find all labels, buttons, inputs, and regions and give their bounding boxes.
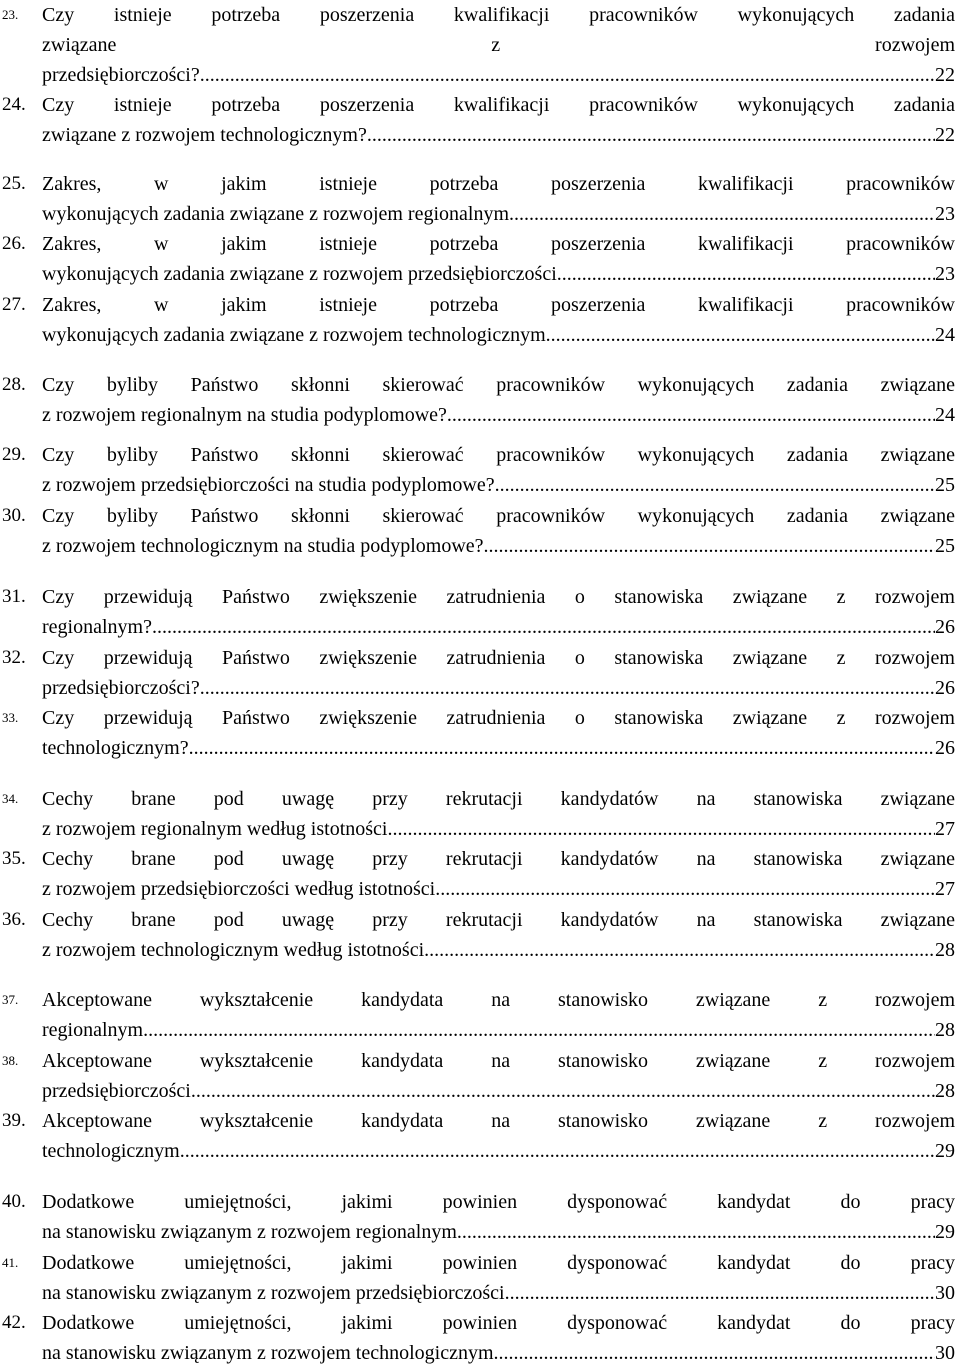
toc-page-number[interactable]: 26 bbox=[935, 677, 955, 699]
toc-entry-line: Czy byliby Państwo skłonni skierować pracowników wykonujących zadania związane bbox=[42, 505, 955, 527]
toc-page-number[interactable]: 25 bbox=[935, 535, 955, 557]
toc-entry-title bbox=[42, 1308, 955, 1368]
toc-entry-number: 25. bbox=[2, 173, 26, 194]
toc-entry-number: 41. bbox=[2, 1255, 19, 1270]
toc-entry-number: 29. bbox=[2, 444, 26, 465]
dot-leader bbox=[180, 1136, 935, 1166]
toc-entry-text: z rozwojem technologicznym według istotności bbox=[42, 939, 425, 961]
toc-entry-number: 33. bbox=[2, 710, 19, 725]
toc-entry-line: Zakres, w jakim istnieje potrzeba poszerzenia kwalifikacji pracowników bbox=[42, 294, 955, 316]
toc-entry-number: 38. bbox=[2, 1053, 19, 1068]
toc-entry-line: Cechy brane pod uwagę przy rekrutacji kandydatów na stanowiska związane bbox=[42, 788, 955, 810]
toc-page-number[interactable]: 24 bbox=[935, 324, 955, 346]
toc-entry-line: Cechy brane pod uwagę przy rekrutacji kandydatów na stanowiska związane bbox=[42, 909, 955, 931]
toc-page-number[interactable]: 30 bbox=[935, 1342, 955, 1364]
dot-leader bbox=[191, 1076, 935, 1106]
toc-entry-title bbox=[42, 90, 955, 150]
toc-entry-line: Zakres, w jakim istnieje potrzeba poszerzenia kwalifikacji pracowników bbox=[42, 173, 955, 195]
toc-entry-number: 34. bbox=[2, 791, 19, 806]
toc-entry-line: Akceptowane wykształcenie kandydata na stanowisko związane z rozwojem bbox=[42, 1110, 955, 1132]
toc-entry-last-line bbox=[42, 612, 955, 642]
dot-leader bbox=[505, 1278, 935, 1308]
toc-entry-text: przedsiębiorczości bbox=[42, 1080, 191, 1102]
toc-page-number[interactable]: 23 bbox=[935, 203, 955, 225]
toc-entry-title bbox=[42, 1187, 955, 1247]
toc-entry-number: 37. bbox=[2, 992, 19, 1007]
toc-entry-title bbox=[42, 985, 955, 1045]
dot-leader bbox=[495, 470, 935, 500]
toc-page-number[interactable]: 22 bbox=[935, 124, 955, 146]
toc-entry-last-line bbox=[42, 199, 955, 229]
toc-entry-number: 23. bbox=[2, 7, 19, 22]
toc-entry-line: Akceptowane wykształcenie kandydata na stanowisko związane z rozwojem bbox=[42, 989, 955, 1011]
toc-entry-text: technologicznym? bbox=[42, 737, 189, 759]
dot-leader bbox=[424, 935, 935, 965]
toc-entry-last-line bbox=[42, 1278, 955, 1308]
toc-entry-title bbox=[42, 905, 955, 965]
toc-entry-line: Akceptowane wykształcenie kandydata na stanowisko związane z rozwojem bbox=[42, 1050, 955, 1072]
toc-entry-number: 42. bbox=[2, 1312, 26, 1333]
toc-entry-title bbox=[42, 370, 955, 430]
toc-entry-line: Czy przewidują Państwo zwiększenie zatrudnienia o stanowiska związane z rozwojem bbox=[42, 647, 955, 669]
toc-entry-line: Czy istnieje potrzeba poszerzenia kwalifikacji pracowników wykonujących zadania bbox=[42, 4, 955, 26]
dot-leader bbox=[494, 1338, 935, 1368]
dot-leader bbox=[367, 120, 935, 150]
toc-entry-line: Dodatkowe umiejętności, jakimi powinien dysponować kandydat do pracy bbox=[42, 1312, 955, 1334]
toc-page-number[interactable]: 28 bbox=[935, 1080, 955, 1102]
toc-entry-title bbox=[42, 1106, 955, 1166]
toc-entry-last-line bbox=[42, 935, 955, 965]
toc-page-number[interactable]: 29 bbox=[935, 1140, 955, 1162]
toc-entry-number: 28. bbox=[2, 374, 26, 395]
toc-entry-text: związane z rozwojem technologicznym? bbox=[42, 124, 367, 146]
toc-entry-number: 36. bbox=[2, 909, 26, 930]
toc-entry-line: Dodatkowe umiejętności, jakimi powinien dysponować kandydat do pracy bbox=[42, 1191, 955, 1213]
toc-entry-title bbox=[42, 1248, 955, 1308]
toc-entry-number: 30. bbox=[2, 505, 26, 526]
toc-page-number[interactable]: 27 bbox=[935, 818, 955, 840]
toc-entry-title bbox=[42, 582, 955, 642]
dot-leader bbox=[189, 733, 935, 763]
toc-entry-last-line bbox=[42, 1015, 955, 1045]
toc-entry-last-line bbox=[42, 1136, 955, 1166]
toc-entry-last-line bbox=[42, 470, 955, 500]
toc-entry-title bbox=[42, 501, 955, 561]
dot-leader bbox=[557, 259, 935, 289]
toc-entry-text: z rozwojem przedsiębiorczości na studia podyplomowe? bbox=[42, 474, 495, 496]
toc-entry-title bbox=[42, 844, 955, 904]
toc-entry-line: Czy przewidują Państwo zwiększenie zatrudnienia o stanowiska związane z rozwojem bbox=[42, 586, 955, 608]
toc-entry-text: regionalnym? bbox=[42, 616, 152, 638]
toc-page-number[interactable]: 29 bbox=[935, 1221, 955, 1243]
dot-leader bbox=[200, 673, 935, 703]
toc-entry-title bbox=[42, 703, 955, 763]
toc-entry-number: 32. bbox=[2, 647, 26, 668]
toc-entry-title bbox=[42, 440, 955, 500]
toc-page-number[interactable]: 22 bbox=[935, 64, 955, 86]
toc-page-number[interactable]: 27 bbox=[935, 878, 955, 900]
toc-entry-number: 24. bbox=[2, 94, 26, 115]
toc-entry-last-line bbox=[42, 60, 955, 90]
dot-leader bbox=[509, 199, 935, 229]
toc-entry-line: Dodatkowe umiejętności, jakimi powinien dysponować kandydat do pracy bbox=[42, 1252, 955, 1274]
dot-leader bbox=[484, 531, 935, 561]
toc-entry-line: Czy byliby Państwo skłonni skierować pracowników wykonujących zadania związane bbox=[42, 374, 955, 396]
toc-entry-text: z rozwojem technologicznym na studia podyplomowe? bbox=[42, 535, 484, 557]
toc-entry-text: z rozwojem regionalnym na studia podyplomowe? bbox=[42, 404, 447, 426]
toc-page-number[interactable]: 23 bbox=[935, 263, 955, 285]
toc-entry-title bbox=[42, 290, 955, 350]
toc-page-number[interactable]: 26 bbox=[935, 737, 955, 759]
toc-entry-line: związane z rozwojem bbox=[42, 34, 955, 56]
toc-entry-title bbox=[42, 229, 955, 289]
toc-entry-last-line bbox=[42, 673, 955, 703]
toc-entry-last-line bbox=[42, 814, 955, 844]
toc-page-number[interactable]: 25 bbox=[935, 474, 955, 496]
toc-entry-title bbox=[42, 169, 955, 229]
toc-entry-text: z rozwojem przedsiębiorczości według istotności bbox=[42, 878, 436, 900]
toc-entry-number: 31. bbox=[2, 586, 26, 607]
toc-entry-last-line bbox=[42, 400, 955, 430]
toc-entry-title bbox=[42, 1046, 955, 1106]
toc-entry-line: Czy istnieje potrzeba poszerzenia kwalifikacji pracowników wykonujących zadania bbox=[42, 94, 955, 116]
toc-entry-text: na stanowisku związanym z rozwojem przedsiębiorczości bbox=[42, 1282, 505, 1304]
toc-entry-line: Czy przewidują Państwo zwiększenie zatrudnienia o stanowiska związane z rozwojem bbox=[42, 707, 955, 729]
toc-page-number[interactable]: 26 bbox=[935, 616, 955, 638]
toc-entry-number: 27. bbox=[2, 294, 26, 315]
toc-entry-last-line bbox=[42, 733, 955, 763]
toc-entry-last-line bbox=[42, 259, 955, 289]
toc-entry-number: 40. bbox=[2, 1191, 26, 1212]
toc-entry-number: 35. bbox=[2, 848, 26, 869]
toc-entry-last-line bbox=[42, 874, 955, 904]
dot-leader bbox=[435, 874, 935, 904]
toc-entry-text: regionalnym bbox=[42, 1019, 144, 1041]
toc-entry-text: z rozwojem regionalnym według istotności bbox=[42, 818, 388, 840]
toc-entry-title bbox=[42, 0, 955, 90]
toc-entry-text: wykonujących zadania związane z rozwojem technologicznym bbox=[42, 324, 546, 346]
toc-entry-text: na stanowisku związanym z rozwojem technologicznym bbox=[42, 1342, 494, 1364]
toc-entry-line: Czy byliby Państwo skłonni skierować pracowników wykonujących zadania związane bbox=[42, 444, 955, 466]
dot-leader bbox=[200, 60, 935, 90]
toc-page-number[interactable]: 28 bbox=[935, 1019, 955, 1041]
dot-leader bbox=[447, 400, 935, 430]
dot-leader bbox=[457, 1217, 935, 1247]
toc-entry-text: przedsiębiorczości? bbox=[42, 64, 200, 86]
toc-entry-last-line bbox=[42, 1217, 955, 1247]
toc-entry-text: przedsiębiorczości? bbox=[42, 677, 200, 699]
toc-entry-last-line bbox=[42, 1076, 955, 1106]
toc-entry-last-line bbox=[42, 320, 955, 350]
dot-leader bbox=[546, 320, 935, 350]
toc-entry-text: technologicznym bbox=[42, 1140, 180, 1162]
toc-entry-last-line bbox=[42, 120, 955, 150]
toc-entry-last-line bbox=[42, 531, 955, 561]
dot-leader bbox=[152, 612, 935, 642]
toc-entry-number: 26. bbox=[2, 233, 26, 254]
toc-entry-number: 39. bbox=[2, 1110, 26, 1131]
toc-entry-text: na stanowisku związanym z rozwojem regionalnym bbox=[42, 1221, 457, 1243]
toc-entry-line: Zakres, w jakim istnieje potrzeba poszerzenia kwalifikacji pracowników bbox=[42, 233, 955, 255]
dot-leader bbox=[143, 1015, 935, 1045]
toc-page-number[interactable]: 28 bbox=[935, 939, 955, 961]
toc-page-number[interactable]: 24 bbox=[935, 404, 955, 426]
toc-entry-last-line bbox=[42, 1338, 955, 1368]
toc-entry-line: Cechy brane pod uwagę przy rekrutacji kandydatów na stanowiska związane bbox=[42, 848, 955, 870]
toc-entry-title bbox=[42, 643, 955, 703]
toc-entry-text: wykonujących zadania związane z rozwojem regionalnym bbox=[42, 203, 510, 225]
toc-entry-title bbox=[42, 784, 955, 844]
toc-page-number[interactable]: 30 bbox=[935, 1282, 955, 1304]
dot-leader bbox=[387, 814, 935, 844]
toc-entry-text: wykonujących zadania związane z rozwojem przedsiębiorczości bbox=[42, 263, 557, 285]
